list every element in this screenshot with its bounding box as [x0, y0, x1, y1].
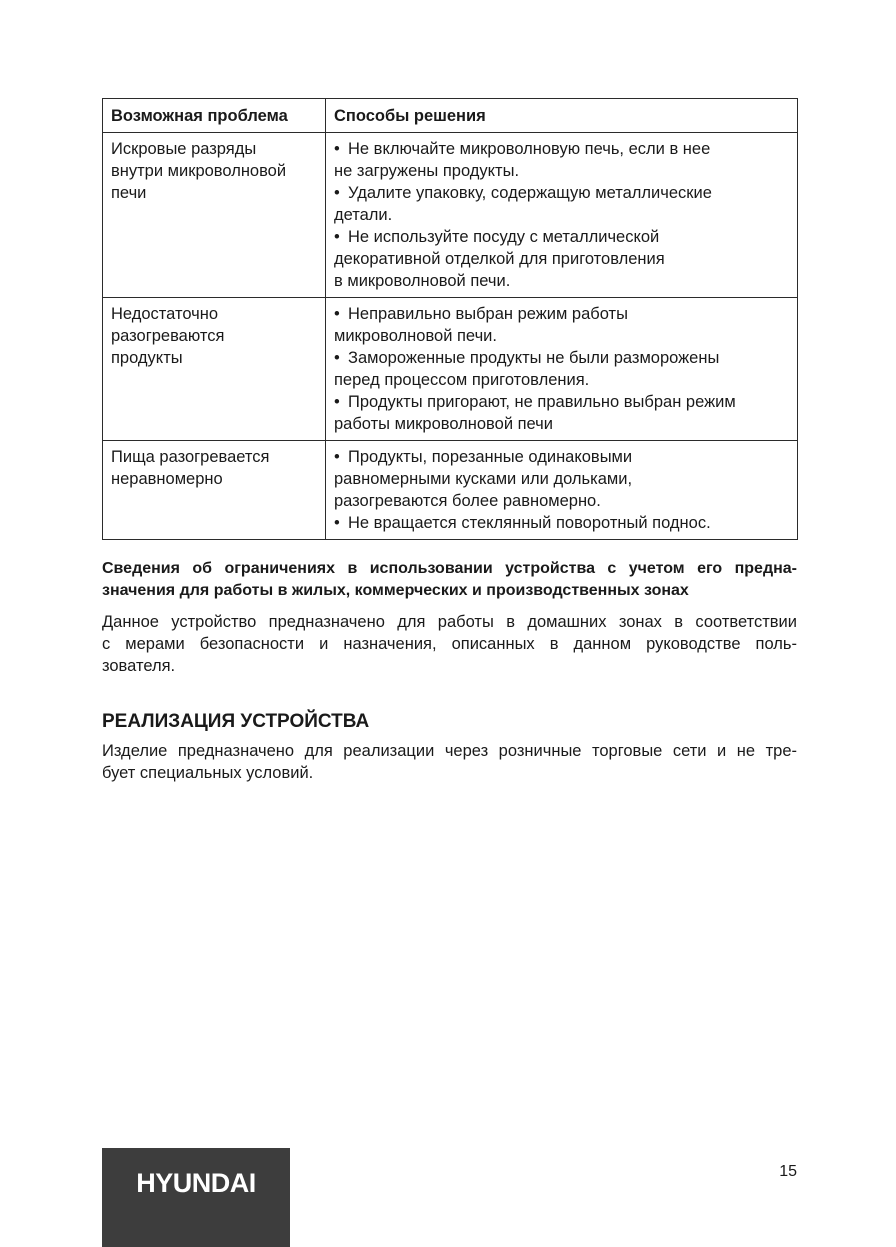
- bullet-icon: •: [334, 140, 340, 158]
- solution-line: Продукты, порезанные одинаковыми: [348, 448, 633, 466]
- problem-line: Пища разогревается: [111, 448, 270, 466]
- brand-logo-text: HYUNDAI: [136, 1168, 256, 1198]
- problem-line: разогреваются: [111, 327, 225, 345]
- bullet-icon: •: [334, 448, 340, 466]
- problem-cell: [103, 133, 326, 298]
- solution-item: [334, 303, 791, 347]
- solution-line: разогреваются более равномерно.: [334, 492, 601, 510]
- brand-logo: [102, 1148, 290, 1247]
- solution-line: работы микроволновой печи: [334, 415, 553, 433]
- realization-heading: РЕАЛИЗАЦИЯ УСТРОЙСТВА: [102, 711, 370, 732]
- problem-cell: [103, 441, 326, 540]
- restrictions-title-line: Сведения об ограничениях в использовании устройства с учетом его предна-: [102, 560, 797, 577]
- problem-cell: [103, 298, 326, 441]
- bullet-icon: •: [334, 184, 340, 202]
- solution-cell: [326, 441, 798, 540]
- troubleshooting-table: [102, 98, 798, 540]
- solution-line: декоративной отделкой для приготовления: [334, 250, 665, 268]
- solution-item: [334, 391, 791, 435]
- problem-line: неравномерно: [111, 470, 223, 488]
- realization-body-line: Изделие предназначено для реализации через розничные торговые сети и не тре-: [102, 742, 797, 760]
- bullet-icon: •: [334, 514, 340, 532]
- bullet-icon: •: [334, 305, 340, 323]
- solution-line: равномерными кусками или дольками,: [334, 470, 633, 488]
- restrictions-paragraph: [102, 611, 797, 677]
- problem-line: Недостаточно: [111, 305, 219, 323]
- solution-line: Не используйте посуду с металлической: [348, 228, 660, 246]
- bullet-icon: •: [334, 393, 340, 411]
- column-header-solution: Способы решения: [326, 99, 798, 133]
- table-row: [103, 298, 798, 441]
- solution-item: [334, 182, 791, 226]
- solution-line: Не вращается стеклянный поворотный поднос.: [348, 514, 711, 532]
- restrictions-body-line: зователя.: [102, 657, 176, 675]
- column-header-problem: Возможная проблема: [103, 99, 326, 133]
- problem-line: Искровые разряды: [111, 140, 257, 158]
- restrictions-title: [102, 558, 797, 602]
- solution-item: [334, 347, 791, 391]
- solution-line: микроволновой печи.: [334, 327, 497, 345]
- problem-line: печи: [111, 184, 147, 202]
- solution-item: [334, 226, 791, 292]
- restrictions-body-line: с мерами безопасности и назначения, описанных в данном руководстве поль-: [102, 635, 797, 653]
- solution-item: [334, 138, 791, 182]
- page-number: 15: [779, 1163, 797, 1180]
- solution-line: Не включайте микроволновую печь, если в нее: [348, 140, 711, 158]
- solution-line: Продукты пригорают, не правильно выбран режим: [348, 393, 736, 411]
- solution-line: детали.: [334, 206, 393, 224]
- solution-cell: [326, 298, 798, 441]
- solution-line: Замороженные продукты не были разморожены: [348, 349, 720, 367]
- solution-cell: [326, 133, 798, 298]
- bullet-icon: •: [334, 228, 340, 246]
- table-row: [103, 441, 798, 540]
- problem-line: внутри микроволновой: [111, 162, 287, 180]
- solution-line: Удалите упаковку, содержащую металлические: [348, 184, 712, 202]
- problem-line: продукты: [111, 349, 183, 367]
- restrictions-title-line: значения для работы в жилых, коммерческих и производственных зонах: [102, 582, 689, 599]
- restrictions-body-line: Данное устройство предназначено для работы в домашних зонах в соответствии: [102, 613, 797, 631]
- table-row: [103, 133, 798, 298]
- solution-item: [334, 512, 791, 534]
- solution-line: в микроволновой печи.: [334, 272, 511, 290]
- bullet-icon: •: [334, 349, 340, 367]
- solution-line: Неправильно выбран режим работы: [348, 305, 628, 323]
- realization-paragraph: [102, 740, 797, 784]
- realization-body-line: бует специальных условий.: [102, 764, 314, 782]
- solution-item: [334, 446, 791, 512]
- solution-line: не загружены продукты.: [334, 162, 520, 180]
- solution-line: перед процессом приготовления.: [334, 371, 590, 389]
- table-header-row: [103, 99, 798, 133]
